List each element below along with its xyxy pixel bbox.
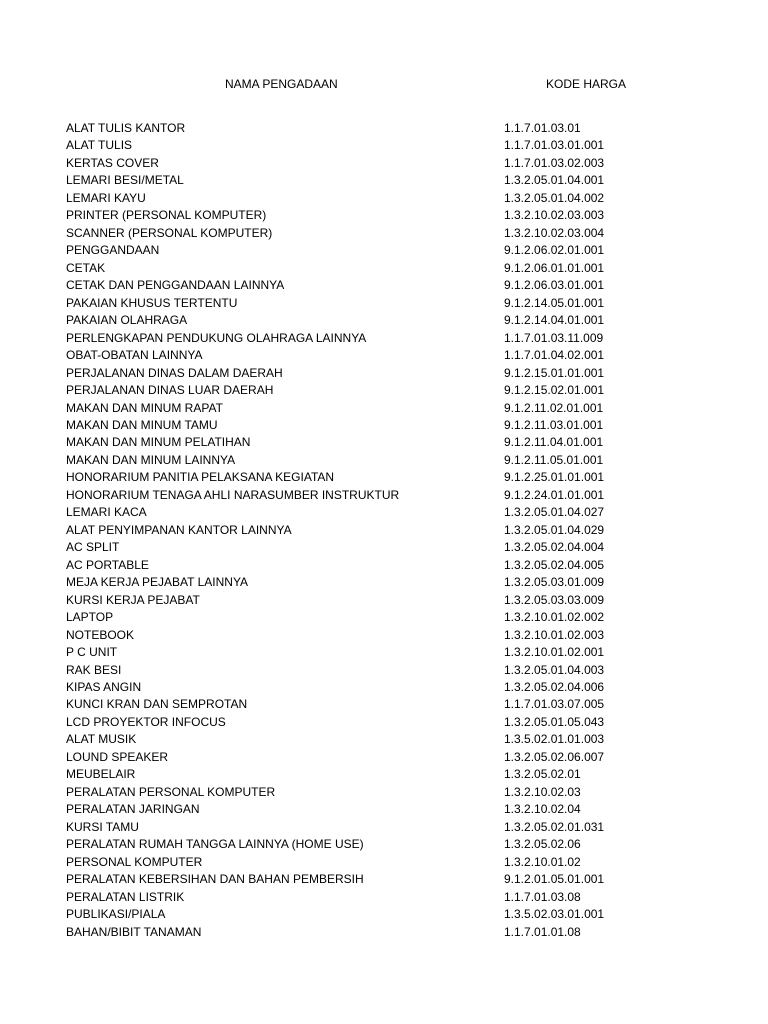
procurement-name: SCANNER (PERSONAL KOMPUTER)	[66, 225, 273, 240]
procurement-name: CETAK	[66, 260, 106, 275]
procurement-name: ALAT TULIS	[66, 138, 133, 153]
list-item	[66, 207, 686, 224]
price-code: 1.1.7.01.01.08	[504, 924, 581, 939]
price-code: 1.3.2.05.02.04.005	[504, 557, 605, 572]
price-code: 1.3.2.10.01.02	[504, 854, 581, 869]
list-item	[66, 854, 686, 871]
price-code: 9.1.2.11.02.01.001	[504, 400, 604, 415]
procurement-name: KERTAS COVER	[66, 155, 159, 170]
procurement-name: CETAK DAN PENGGANDAAN LAINNYA	[66, 278, 285, 293]
list-item	[66, 557, 686, 574]
list-item	[66, 731, 686, 748]
price-code: 9.1.2.14.05.01.001	[504, 295, 605, 310]
procurement-name: LAPTOP	[66, 610, 114, 625]
list-item	[66, 627, 686, 644]
procurement-name: PERJALANAN DINAS LUAR DAERAH	[66, 383, 274, 398]
price-code: 1.3.2.05.01.04.029	[504, 522, 605, 537]
list-item	[66, 906, 686, 923]
list-item	[66, 766, 686, 783]
price-code: 9.1.2.11.05.01.001	[504, 452, 604, 467]
list-item	[66, 819, 686, 836]
list-item	[66, 347, 686, 364]
price-code: 1.3.2.05.02.06	[504, 837, 581, 852]
list-item	[66, 504, 686, 521]
list-item	[66, 592, 686, 609]
price-code: 1.3.5.02.03.01.001	[504, 907, 605, 922]
price-code: 9.1.2.06.01.01.001	[504, 260, 605, 275]
list-item	[66, 749, 686, 766]
procurement-name: AC PORTABLE	[66, 557, 149, 572]
price-code: 1.3.2.10.02.03.004	[504, 225, 605, 240]
list-item	[66, 644, 686, 661]
procurement-name: PERALATAN RUMAH TANGGA LAINNYA (HOME USE)	[66, 837, 364, 852]
list-item	[66, 225, 686, 242]
list-item	[66, 522, 686, 539]
list-item	[66, 452, 686, 469]
price-code: 1.3.2.05.01.04.027	[504, 505, 605, 520]
price-code: 1.3.2.05.02.04.004	[504, 540, 605, 555]
list-item	[66, 137, 686, 154]
procurement-name: LCD PROYEKTOR INFOCUS	[66, 714, 226, 729]
procurement-name: PUBLIKASI/PIALA	[66, 907, 166, 922]
list-item	[66, 871, 686, 888]
price-code: 1.3.2.05.02.01.031	[504, 819, 605, 834]
price-code: 1.1.7.01.03.11.009	[504, 330, 604, 345]
list-item	[66, 242, 686, 259]
list-item	[66, 382, 686, 399]
procurement-name: KIPAS ANGIN	[66, 680, 142, 694]
price-code: 9.1.2.25.01.01.001	[504, 470, 605, 485]
price-code: 1.3.2.10.02.03.003	[504, 208, 605, 223]
list-item	[66, 434, 686, 451]
price-code: 1.3.5.02.01.01.003	[504, 732, 605, 747]
procurement-name: PERALATAN LISTRIK	[66, 889, 185, 904]
list-item	[66, 836, 686, 853]
procurement-name: MAKAN DAN MINUM RAPAT	[66, 400, 223, 415]
procurement-name: OBAT-OBATAN LAINNYA	[66, 348, 203, 363]
procurement-name: MEJA KERJA PEJABAT LAINNYA	[66, 575, 249, 590]
price-code: 1.3.2.05.02.01	[504, 767, 581, 782]
procurement-name: PERALATAN PERSONAL KOMPUTER	[66, 784, 276, 799]
procurement-name: BAHAN/BIBIT TANAMAN	[66, 924, 202, 939]
list-item	[66, 889, 686, 906]
procurement-name: ALAT MUSIK	[66, 732, 137, 747]
list-item	[66, 400, 686, 417]
procurement-name: LEMARI BESI/METAL	[66, 173, 184, 188]
price-code: 9.1.2.11.03.01.001	[504, 417, 604, 432]
list-item	[66, 295, 686, 312]
price-code: 1.3.2.10.01.02.001	[504, 645, 605, 660]
procurement-name: PAKAIAN OLAHRAGA	[66, 313, 188, 328]
procurement-name: HONORARIUM PANITIA PELAKSANA KEGIATAN	[66, 470, 335, 485]
list-item	[66, 172, 686, 189]
procurement-name: RAK BESI	[66, 662, 122, 677]
price-code: 1.1.7.01.03.08	[504, 889, 581, 904]
list-item	[66, 469, 686, 486]
price-code: 1.3.2.05.01.04.002	[504, 190, 605, 205]
procurement-name: PRINTER (PERSONAL KOMPUTER)	[66, 208, 267, 223]
price-code: 9.1.2.01.05.01.001	[504, 872, 605, 887]
price-code: 1.3.2.05.01.05.043	[504, 714, 605, 729]
price-code: 9.1.2.24.01.01.001	[504, 487, 605, 502]
procurement-name: PENGGANDAAN	[66, 243, 160, 258]
procurement-name: PERALATAN JARINGAN	[66, 802, 200, 817]
price-code: 1.1.7.01.03.01	[504, 121, 581, 135]
price-code: 1.3.2.05.03.01.009	[504, 575, 605, 590]
price-code: 1.1.7.01.03.07.005	[504, 697, 605, 712]
list-item	[66, 277, 686, 294]
list-item	[66, 155, 686, 172]
list-item	[66, 312, 686, 329]
procurement-name: PERALATAN KEBERSIHAN DAN BAHAN PEMBERSIH	[66, 872, 364, 887]
list-item	[66, 609, 686, 626]
procurement-name: ALAT PENYIMPANAN KANTOR LAINNYA	[66, 522, 292, 537]
price-code: 1.3.2.10.02.03	[504, 784, 581, 799]
list-item	[66, 924, 686, 941]
procurement-name: KURSI KERJA PEJABAT	[66, 592, 200, 607]
list-item	[66, 120, 686, 137]
list-item	[66, 330, 686, 347]
price-code: 1.3.2.10.02.04	[504, 802, 581, 817]
list-item	[66, 365, 686, 382]
procurement-name: AC SPLIT	[66, 540, 120, 555]
price-code: 1.3.2.10.01.02.003	[504, 627, 605, 642]
list-item	[66, 190, 686, 207]
procurement-name: ALAT TULIS KANTOR	[66, 121, 186, 135]
column-header-kode-harga: KODE HARGA	[546, 77, 627, 91]
procurement-name: MEUBELAIR	[66, 767, 136, 782]
list-item	[66, 539, 686, 556]
procurement-list	[66, 120, 686, 941]
price-code: 9.1.2.06.02.01.001	[504, 243, 605, 258]
procurement-name: NOTEBOOK	[66, 627, 135, 642]
price-code: 1.3.2.05.02.04.006	[504, 680, 605, 694]
procurement-name: MAKAN DAN MINUM LAINNYA	[66, 452, 236, 467]
price-code: 9.1.2.15.01.01.001	[504, 365, 605, 380]
procurement-name: PAKAIAN KHUSUS TERTENTU	[66, 295, 238, 310]
procurement-name: LEMARI KAYU	[66, 190, 146, 205]
price-code: 1.3.2.05.01.04.003	[504, 662, 605, 677]
list-item	[66, 417, 686, 434]
column-header-nama-pengadaan: NAMA PENGADAAN	[225, 77, 338, 91]
price-code: 1.3.2.05.02.06.007	[504, 749, 605, 764]
list-item	[66, 662, 686, 679]
list-item	[66, 260, 686, 277]
procurement-name: MAKAN DAN MINUM TAMU	[66, 417, 218, 432]
list-item	[66, 801, 686, 818]
procurement-name: PERSONAL KOMPUTER	[66, 854, 203, 869]
procurement-name: P C UNIT	[66, 645, 118, 660]
procurement-name: HONORARIUM TENAGA AHLI NARASUMBER INSTRUKTUR	[66, 487, 400, 502]
procurement-name: MAKAN DAN MINUM PELATIHAN	[66, 435, 251, 450]
list-item	[66, 696, 686, 713]
list-item	[66, 574, 686, 591]
procurement-name: LEMARI KACA	[66, 505, 147, 520]
price-code: 9.1.2.06.03.01.001	[504, 278, 605, 293]
price-code: 1.3.2.05.01.04.001	[504, 173, 605, 188]
price-code: 1.1.7.01.03.01.001	[504, 138, 605, 153]
price-code: 1.3.2.05.03.03.009	[504, 592, 605, 607]
list-item	[66, 784, 686, 801]
procurement-name: KURSI TAMU	[66, 819, 139, 834]
list-item	[66, 714, 686, 731]
list-item	[66, 487, 686, 504]
price-code: 9.1.2.15.02.01.001	[504, 383, 605, 398]
procurement-name: KUNCI KRAN DAN SEMPROTAN	[66, 697, 248, 712]
price-code: 9.1.2.11.04.01.001	[504, 435, 604, 450]
price-code: 1.1.7.01.03.02.003	[504, 155, 605, 170]
procurement-name: PERLENGKAPAN PENDUKUNG OLAHRAGA LAINNYA	[66, 330, 367, 345]
price-code: 9.1.2.14.04.01.001	[504, 313, 605, 328]
list-item	[66, 679, 686, 696]
price-code: 1.3.2.10.01.02.002	[504, 610, 605, 625]
price-code: 1.1.7.01.04.02.001	[504, 348, 605, 363]
procurement-name: PERJALANAN DINAS DALAM DAERAH	[66, 365, 283, 380]
procurement-name: LOUND SPEAKER	[66, 749, 169, 764]
